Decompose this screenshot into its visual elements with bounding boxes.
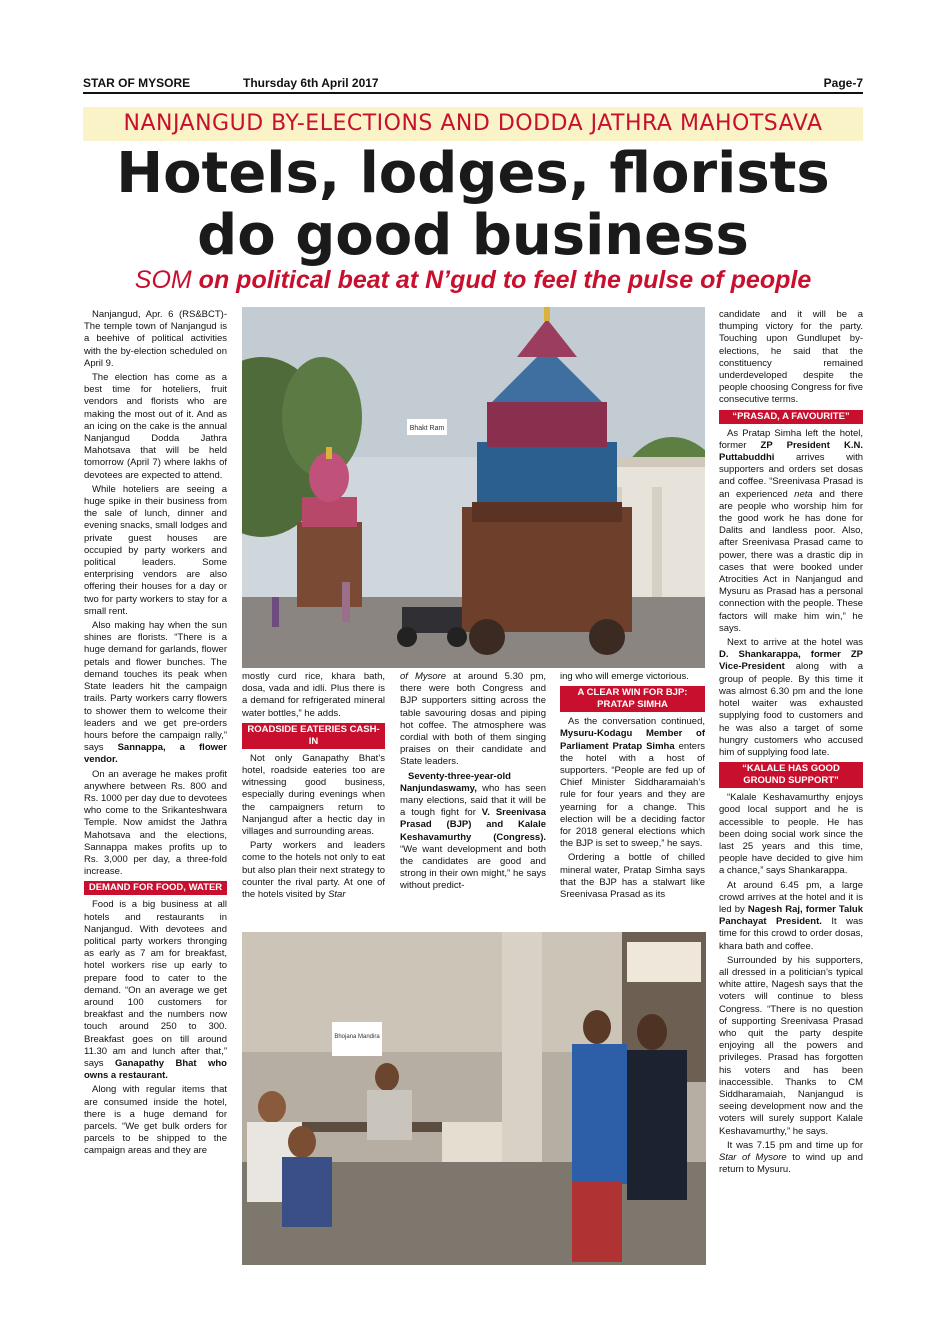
page-number: Page-7 bbox=[823, 76, 863, 90]
paragraph: Not only Ganapathy Bhat’s hotel, roadside eateries too are witnessing good business, especially during evenings when the campaigners return to Nanjangud after a hectic day in villages and surrounding areas. bbox=[242, 752, 385, 838]
subheadline bbox=[83, 266, 863, 295]
source-name: D. Shankarappa, former ZP Vice-President bbox=[719, 649, 863, 673]
headline bbox=[83, 143, 863, 267]
paragraph: While hoteliers are seeing a huge spike in their business from the sale of lunch, dinner and evening snacks, small lodges and private guest houses are occupied by party workers and political leaders. Some enterprising vendors are also offering their houses for a day or two for party workers to stay for a small rent. bbox=[84, 483, 227, 617]
paragraph: Party workers and leaders come to the hotels not only to eat but also plan their next strategy to counter the rival party. At one of the hotels visited by Star bbox=[242, 840, 385, 901]
source-name: Mysuru-Kodagu Member of Parliament Pratap Simha bbox=[560, 728, 705, 752]
paragraph: Ordering a bottle of chilled mineral water, Pratap Simha says that the BJP has a stalwart like Sreenivasa Prasad as its bbox=[560, 852, 705, 901]
publication-ref: Star bbox=[328, 889, 346, 901]
subhead-brand: SOM bbox=[134, 266, 192, 294]
article-column-3 bbox=[400, 671, 546, 926]
quote-text: Food is a big business at all hotels and restaurants in Nanjangud. With devotees and political party workers thronging as early as 7 am for breakfast, hotel workers rise up early to prepare food to cater to the demand. “On an average we get around 100 customers for breakfast and the numbers now touch around 250 to 300. Breakfast goes on till around 11.30 am and lunch after that,” says bbox=[84, 899, 227, 1069]
article-column-4 bbox=[560, 671, 705, 926]
hotel-photo bbox=[242, 932, 706, 1265]
dateline-paragraph: Nanjangud, Apr. 6 (RS&BCT)- The temple town of Nanjangud is a beehive of political activities with the by-election scheduled on April 9. bbox=[84, 309, 227, 369]
quote-text: Also making hay when the sun shines are florists. “There is a huge demand for garlands, flower petals and flower bunches. The demand touches its peak when State leaders hit the campaign trails. Party workers carry flowers to shower them to welcome their leaders and we get pre-orders hours before the campaign rally,” says bbox=[84, 620, 227, 754]
paragraph: Along with regular items that are consumed inside the hotel, there is a huge demand for parcels. “We get bulk orders for parcels to be shipped to the campaign areas and they are bbox=[84, 1084, 227, 1157]
paragraph: As Pratap Simha left the hotel, former ZP President K.N. Puttabuddhi arrives with supporters and orders set dosas and coffee. “Sreenivasa Prasad is an experienced neta and there are people who worship him for the good work he has done for Dalits and landless poor. Also, after Sreenivasa Prasad came to power, there was a drastic dip in cases that were booked under Atrocities Act in Nanjangud and Mysuru as Prasad has a personal connection with the people. These factors will make him win,” he says. bbox=[719, 427, 863, 634]
paragraph: As the conversation continued, Mysuru-Kodagu Member of Parliament Pratap Simha enters the hotel with a host of supporters. “People are fed up of Chief Minister Siddharamaiah’s rule for four years and they are yearning for a change. This election will be a deciding factor for 2018 general elections which the BJP is set to sweep,” he says. bbox=[560, 716, 705, 850]
headline-line-1: Hotels, lodges, florists bbox=[116, 141, 830, 206]
paragraph: mostly curd rice, khara bath, dosa, vada and idli. Plus there is a demand for refrigerated mineral water bottles,” he adds. bbox=[242, 671, 385, 719]
paragraph: It was 7.15 pm and time up for Star of Mysore to wind up and return to Mysuru. bbox=[719, 1139, 863, 1176]
subheading-roadside-eateries: ROADSIDE EATERIES CASH-IN bbox=[242, 723, 385, 749]
article-column-5 bbox=[719, 309, 863, 1274]
kicker-banner: NANJANGUD BY-ELECTIONS AND DODDA JATHRA MAHOTSAVA bbox=[83, 107, 863, 141]
article-column-2 bbox=[242, 671, 385, 926]
paragraph: candidate and it will be a thumping victory for the party. Touching upon Gundlupet by-elections, he said that the constituency remained underdeveloped despite the people choosing Congress for five consecutive terms. bbox=[719, 309, 863, 406]
headline-line-2: do good business bbox=[197, 203, 749, 268]
paragraph: At around 6.45 pm, a large crowd arrives at the hotel and it is led by Nagesh Raj, former Taluk Panchayat President. It was time for this crowd to order dosas, khara bath and coffee. bbox=[719, 879, 863, 952]
publication-ref: of Mysore bbox=[400, 671, 447, 682]
paragraph: Next to arrive at the hotel was D. Shankarappa, former ZP Vice-President along with a group of people. By this time it was almost 6.30 pm and the lone hotel waiter was exhausted supplying food to customers and he was also a target of some hungry customers who accused him of supplying food late. bbox=[719, 637, 863, 758]
subheading-clear-win-bjp: A CLEAR WIN FOR BJP: PRATAP SIMHA bbox=[560, 686, 705, 712]
paragraph: ing who will emerge victorious. bbox=[560, 671, 689, 682]
publication-ref: Star of Mysore bbox=[719, 1152, 787, 1163]
hotel-photo-sign: Bhojana Mandira bbox=[334, 1034, 380, 1040]
header-rule bbox=[83, 92, 863, 94]
paragraph: of Mysore at around 5.30 pm, there were both Congress and BJP supporters sitting across the table savouring dosas and piping hot coffee. The atmosphere was cordial with both of them singing praises on their candidate and State leaders. bbox=[400, 671, 546, 768]
issue-date: Thursday 6th April 2017 bbox=[243, 76, 379, 90]
chariot-photo bbox=[242, 307, 705, 668]
source-name: Sannappa, a flower vendor. bbox=[84, 742, 227, 766]
publication-name: STAR OF MYSORE bbox=[83, 76, 191, 90]
paragraph bbox=[84, 620, 227, 766]
subheading-demand-food-water: DEMAND FOR FOOD, WATER bbox=[84, 881, 227, 895]
chariot-photo-sign: Bhakt Ram bbox=[409, 425, 445, 432]
article-column-1 bbox=[84, 309, 227, 1259]
paragraph: “Kalale Keshavamurthy enjoys good local support and he is accessible to people. He has been doing social work since the last 25 years and this time, people have decided to give him a chance,” says Shankarappa. bbox=[719, 792, 863, 877]
source-name: Nagesh Raj, former Taluk Panchayat President. bbox=[719, 903, 863, 928]
source-name: ZP President K.N. Puttabuddhi bbox=[719, 439, 863, 464]
subheading-prasad-favourite: “PRASAD, A FAVOURITE” bbox=[719, 410, 863, 424]
paragraph: On an average he makes profit anywhere between Rs. 800 and Rs. 1000 per day due to devotees who come to the Srikanteshwara Temple. Now amidst the Jathra Mahotsava and the elections, Sannappa makes profits up to Rs. 3,000 per day, a three-fold increase. bbox=[84, 768, 227, 878]
paragraph: Seventy-three-year-old Nanjundaswamy, who has seen many elections, said that it will be a tough fight for V. Sreenivasa Prasad (BJP) and Kalale Keshavamurthy (Congress). “We want development and both the candidates are good and strong in their own might,” he says without predict- bbox=[400, 770, 546, 892]
paragraph bbox=[84, 899, 227, 1082]
page-header bbox=[83, 76, 863, 92]
paragraph: Surrounded by his supporters, all dressed in a politician’s typical white attire, Nagesh says that the voters will continue to bless Congress. “There is no question of supporting Sreenivasa Prasad who quit the party despite enjoying all the powers and privileges. Prasad has forgotten his voters and has been inaccessible. Thanks to CM Siddharamaiah, Nanjangud is seeing development now and the voters will surely support Kalale Keshavamurthy,” he says. bbox=[719, 954, 863, 1137]
source-name: Seventy-three-year-old Nanjundaswamy, bbox=[400, 770, 511, 794]
subhead-text: on political beat at N’gud to feel the pulse of people bbox=[191, 266, 812, 294]
subheading-kalale-support: “KALALE HAS GOOD GROUND SUPPORT” bbox=[719, 762, 863, 788]
candidates-names: V. Sreenivasa Prasad (BJP) and Kalale Keshavamurthy (Congress). bbox=[400, 807, 546, 843]
paragraph: The election has come as a best time for hoteliers, fruit vendors and florists who are making the most out of it. And as an icing on the cake is the annual Nanjangud Dodda Jathra Mahotsava that will be held tomorrow (April 7) where lakhs of devotees are expected to attend. bbox=[84, 372, 227, 481]
source-name: Ganapathy Bhat who owns a restaurant. bbox=[84, 1057, 227, 1082]
